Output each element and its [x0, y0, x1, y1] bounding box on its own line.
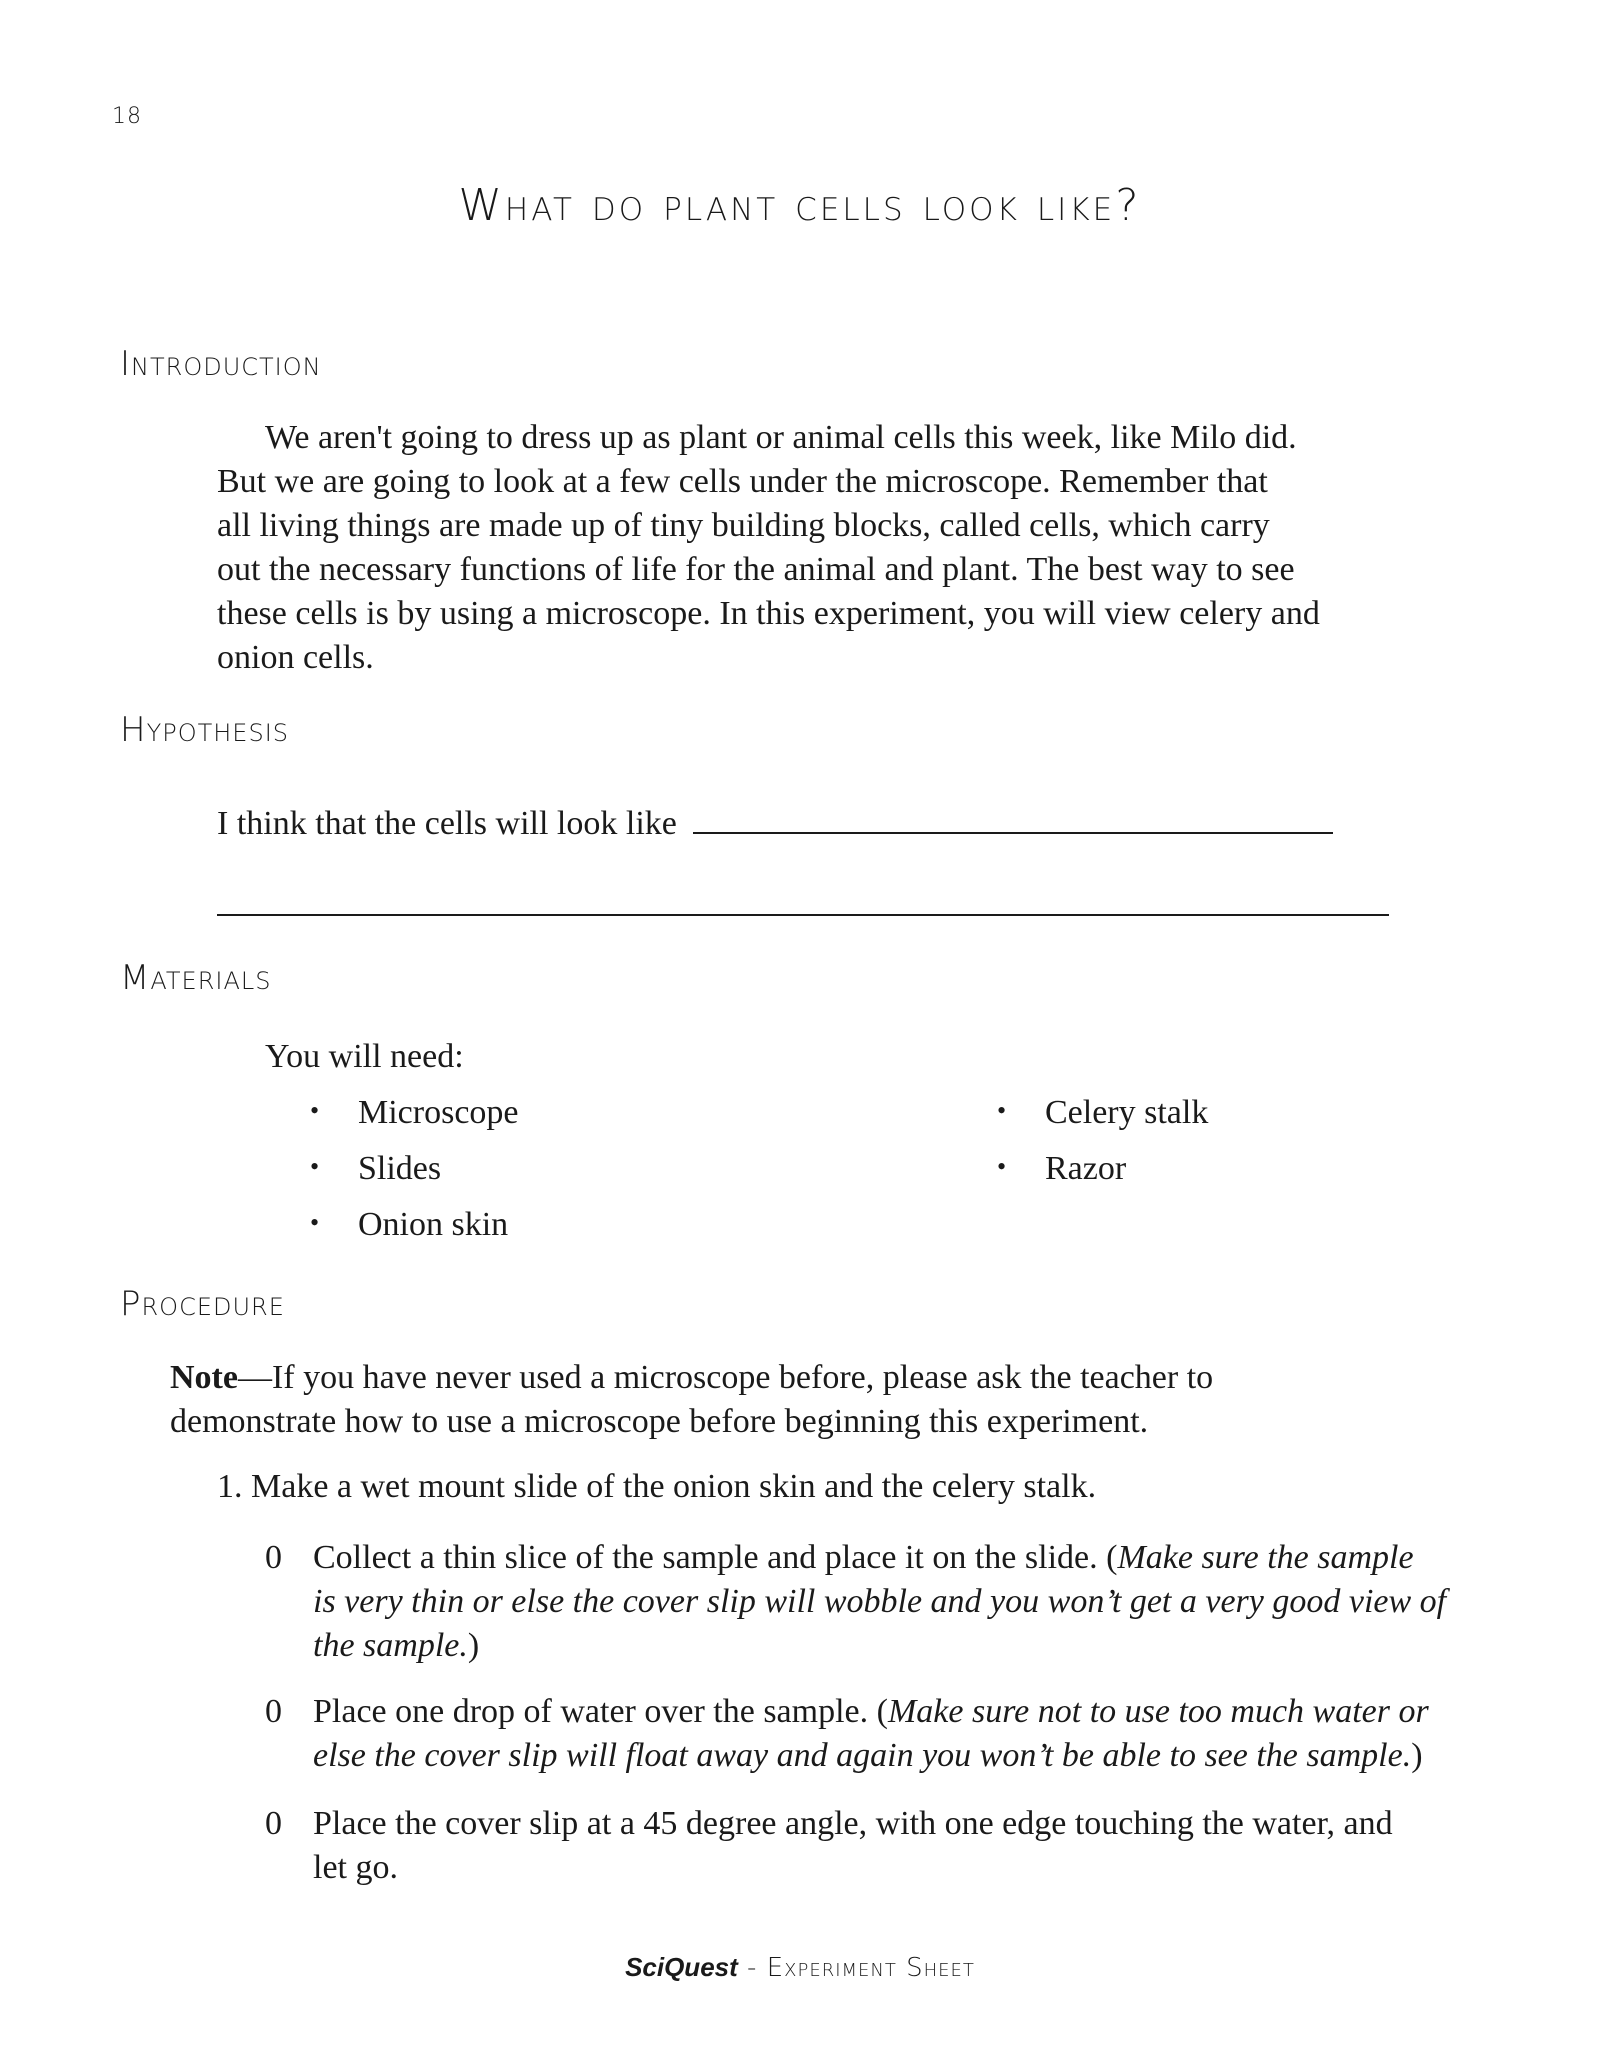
substep-italic-text: the sample.: [313, 1627, 468, 1664]
substep-line: [313, 1624, 1543, 1668]
materials-heading: Materials: [120, 958, 272, 998]
substep-marker: 0: [265, 1693, 282, 1730]
intro-line: out the necessary functions of life for the animal and plant. The best way to see: [217, 551, 1295, 588]
procedure-substep: [265, 1536, 1525, 1676]
materials-item: [310, 1206, 508, 1244]
bullet-icon: •: [997, 1096, 1007, 1125]
note-line: demonstrate how to use a microscope before beginning this experiment.: [170, 1403, 1149, 1440]
substep-italic-text: Make sure the sample: [1117, 1539, 1414, 1576]
substep-line: [313, 1536, 1543, 1580]
note-line: [170, 1356, 1400, 1400]
materials-item: [310, 1150, 441, 1188]
substep-line: let go.: [313, 1849, 398, 1886]
substep-line: Place the cover slip at a 45 degree angle, with one edge touching the water, and: [313, 1805, 1393, 1842]
substep-line: [313, 1580, 1543, 1624]
materials-item-label: Razor: [1045, 1150, 1127, 1187]
materials-item-label: Slides: [358, 1150, 442, 1187]
intro-line: all living things are made up of tiny building blocks, called cells, which carry: [217, 507, 1270, 544]
substep-text: Place one drop of water over the sample. (: [313, 1693, 888, 1730]
footer-separator: -: [737, 1953, 767, 1983]
substep-text: Collect a thin slice of the sample and place it on the slide. (: [313, 1539, 1118, 1576]
hypothesis-answer-blank[interactable]: [693, 802, 1333, 834]
hypothesis-answer-blank-2[interactable]: [217, 884, 1389, 916]
hypothesis-heading: Hypothesis: [120, 710, 290, 750]
substep-line: [313, 1690, 1543, 1734]
materials-item-label: Celery stalk: [1045, 1094, 1209, 1131]
hypothesis-prompt: I think that the cells will look like: [217, 805, 677, 842]
introduction-heading: Introduction: [120, 344, 322, 384]
step-number: 1.: [217, 1468, 243, 1505]
footer-label: Experiment Sheet: [766, 1953, 975, 1983]
page-number: 18: [112, 104, 142, 129]
bullet-icon: •: [310, 1208, 320, 1237]
substep-italic-text: is very thin or else the cover slip will wobble and you won’t get a very good view of: [313, 1583, 1447, 1620]
footer-brand: SciQuest: [625, 1952, 738, 1982]
procedure-heading: Procedure: [120, 1284, 285, 1324]
bullet-icon: •: [997, 1152, 1007, 1181]
substep-text: ): [467, 1627, 480, 1664]
note-text: —If you have never used a microscope before, please ask the teacher to: [237, 1359, 1214, 1396]
procedure-note: [170, 1356, 1400, 1444]
substep-marker: 0: [265, 1805, 282, 1842]
substep-italic-text: else the cover slip will float away and again you won’t be able to see the sample.: [313, 1737, 1412, 1774]
intro-line: these cells is by using a microscope. In this experiment, you will view celery and: [217, 595, 1320, 632]
materials-item-label: Onion skin: [358, 1206, 509, 1243]
materials-item: [997, 1094, 1208, 1132]
substep-text: ): [1411, 1737, 1423, 1774]
page-title: What do plant cells look like?: [458, 180, 1142, 231]
procedure-step: [217, 1468, 1096, 1506]
page-footer: [0, 1952, 1600, 1983]
step-text: Make a wet mount slide of the onion skin and the celery stalk.: [251, 1468, 1097, 1505]
procedure-substep: [265, 1802, 1525, 1898]
materials-item: [310, 1094, 519, 1132]
intro-line: But we are going to look at a few cells under the microscope. Remember that: [217, 463, 1268, 500]
note-label: Note: [170, 1359, 238, 1396]
bullet-icon: •: [310, 1152, 320, 1181]
introduction-paragraph: [217, 416, 1397, 680]
bullet-icon: •: [310, 1096, 320, 1125]
substep-line: [313, 1734, 1543, 1778]
materials-intro: You will need:: [265, 1038, 464, 1075]
substep-italic-text: Make sure not to use too much water or: [887, 1693, 1429, 1730]
materials-item: [997, 1150, 1126, 1188]
intro-line: onion cells.: [217, 639, 374, 676]
hypothesis-prompt-line: [217, 802, 1333, 843]
intro-line: We aren't going to dress up as plant or animal cells this week, like Milo did.: [265, 419, 1297, 456]
materials-item-label: Microscope: [358, 1094, 519, 1131]
procedure-substep: [265, 1690, 1525, 1786]
substep-marker: 0: [265, 1539, 282, 1576]
